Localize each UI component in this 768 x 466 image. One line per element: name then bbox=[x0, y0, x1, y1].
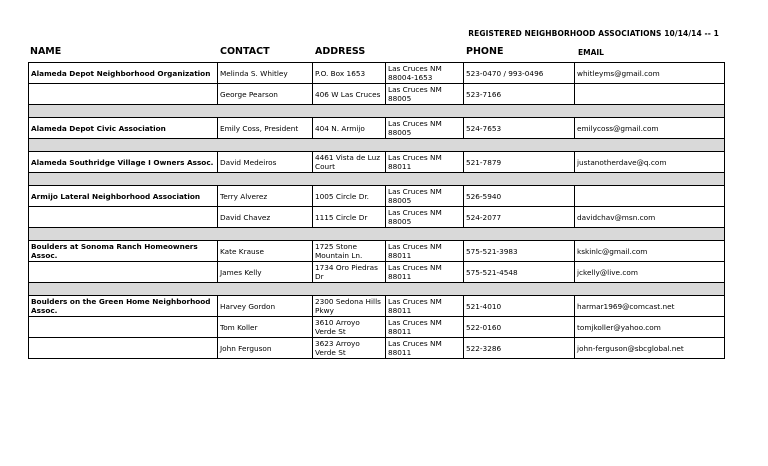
city-cell: Las Cruces NM 88005 bbox=[386, 207, 464, 228]
contact-cell: Melinda S. Whitley bbox=[218, 63, 313, 84]
table-row bbox=[29, 63, 725, 84]
association-name: Boulders on the Green Home Neighborhood Assoc. bbox=[29, 296, 218, 317]
address-cell: 1725 Stone Mountain Ln. bbox=[313, 241, 386, 262]
email-cell: harmar1969@comcast.net bbox=[575, 296, 725, 317]
email-cell: jckelly@live.com bbox=[575, 262, 725, 283]
phone-cell: 523-0470 / 993-0496 bbox=[464, 63, 575, 84]
contact-cell: David Chavez bbox=[218, 207, 313, 228]
email-cell: tomjkoller@yahoo.com bbox=[575, 317, 725, 338]
phone-cell: 521-4010 bbox=[464, 296, 575, 317]
table-row bbox=[29, 262, 725, 283]
email-cell: davidchav@msn.com bbox=[575, 207, 725, 228]
city-cell: Las Cruces NM 88011 bbox=[386, 317, 464, 338]
group-separator bbox=[29, 283, 725, 296]
header-contact: CONTACT bbox=[220, 46, 270, 57]
address-cell: 1734 Oro Piedras Dr bbox=[313, 262, 386, 283]
city-cell: Las Cruces NM 88011 bbox=[386, 152, 464, 173]
address-cell: 406 W Las Cruces bbox=[313, 84, 386, 105]
contact-cell: Emily Coss, President bbox=[218, 118, 313, 139]
address-cell: 3623 Arroyo Verde St bbox=[313, 338, 386, 359]
table-row bbox=[29, 84, 725, 105]
association-name bbox=[29, 207, 218, 228]
contact-cell: Terry Alverez bbox=[218, 186, 313, 207]
header-phone: PHONE bbox=[466, 46, 504, 57]
association-name bbox=[29, 262, 218, 283]
phone-cell: 523-7166 bbox=[464, 84, 575, 105]
city-cell: Las Cruces NM 88011 bbox=[386, 338, 464, 359]
phone-cell: 526-5940 bbox=[464, 186, 575, 207]
phone-cell: 575-521-3983 bbox=[464, 241, 575, 262]
contact-cell: John Ferguson bbox=[218, 338, 313, 359]
association-name bbox=[29, 317, 218, 338]
group-separator bbox=[29, 228, 725, 241]
city-cell: Las Cruces NM 88005 bbox=[386, 84, 464, 105]
table-row bbox=[29, 118, 725, 139]
address-cell: 2300 Sedona Hills Pkwy bbox=[313, 296, 386, 317]
group-separator bbox=[29, 105, 725, 118]
address-cell: P.O. Box 1653 bbox=[313, 63, 386, 84]
city-cell: Las Cruces NM 88005 bbox=[386, 118, 464, 139]
phone-cell: 522-3286 bbox=[464, 338, 575, 359]
email-cell: john-ferguson@sbcglobal.net bbox=[575, 338, 725, 359]
phone-cell: 524-2077 bbox=[464, 207, 575, 228]
email-cell: whitleyms@gmail.com bbox=[575, 63, 725, 84]
contact-cell: James Kelly bbox=[218, 262, 313, 283]
association-name: Boulders at Sonoma Ranch Homeowners Assoc. bbox=[29, 241, 218, 262]
associations-table bbox=[28, 62, 725, 359]
table-row bbox=[29, 317, 725, 338]
header-address: ADDRESS bbox=[315, 46, 366, 57]
contact-cell: Harvey Gordon bbox=[218, 296, 313, 317]
address-cell: 1115 Circle Dr bbox=[313, 207, 386, 228]
phone-cell: 524-7653 bbox=[464, 118, 575, 139]
table-row bbox=[29, 152, 725, 173]
email-cell bbox=[575, 84, 725, 105]
association-name: Alameda Southridge Village I Owners Assoc. bbox=[29, 152, 218, 173]
table-row bbox=[29, 186, 725, 207]
header-name: NAME bbox=[30, 46, 62, 57]
city-cell: Las Cruces NM 88004-1653 bbox=[386, 63, 464, 84]
contact-cell: George Pearson bbox=[218, 84, 313, 105]
email-cell: kskinlc@gmail.com bbox=[575, 241, 725, 262]
phone-cell: 521-7879 bbox=[464, 152, 575, 173]
email-cell: emilycoss@gmail.com bbox=[575, 118, 725, 139]
group-separator bbox=[29, 139, 725, 152]
address-cell: 404 N. Armijo bbox=[313, 118, 386, 139]
city-cell: Las Cruces NM 88011 bbox=[386, 262, 464, 283]
phone-cell: 575-521-4548 bbox=[464, 262, 575, 283]
association-name bbox=[29, 338, 218, 359]
email-cell: justanotherdave@q.com bbox=[575, 152, 725, 173]
email-cell bbox=[575, 186, 725, 207]
address-cell: 4461 Vista de Luz Court bbox=[313, 152, 386, 173]
contact-cell: Kate Krause bbox=[218, 241, 313, 262]
header-email: EMAIL bbox=[578, 48, 604, 57]
phone-cell: 522-0160 bbox=[464, 317, 575, 338]
city-cell: Las Cruces NM 88005 bbox=[386, 186, 464, 207]
group-separator bbox=[29, 173, 725, 186]
association-name: Alameda Depot Civic Association bbox=[29, 118, 218, 139]
address-cell: 3610 Arroyo Verde St bbox=[313, 317, 386, 338]
contact-cell: David Medeiros bbox=[218, 152, 313, 173]
city-cell: Las Cruces NM 88011 bbox=[386, 296, 464, 317]
contact-cell: Tom Koller bbox=[218, 317, 313, 338]
document-title: REGISTERED NEIGHBORHOOD ASSOCIATIONS 10/14/14 -- 1 bbox=[468, 29, 719, 38]
association-name bbox=[29, 84, 218, 105]
table-row bbox=[29, 241, 725, 262]
table-row bbox=[29, 207, 725, 228]
association-name: Armijo Lateral Neighborhood Association bbox=[29, 186, 218, 207]
table-row bbox=[29, 338, 725, 359]
address-cell: 1005 Circle Dr. bbox=[313, 186, 386, 207]
city-cell: Las Cruces NM 88011 bbox=[386, 241, 464, 262]
table-row bbox=[29, 296, 725, 317]
association-name: Alameda Depot Neighborhood Organization bbox=[29, 63, 218, 84]
